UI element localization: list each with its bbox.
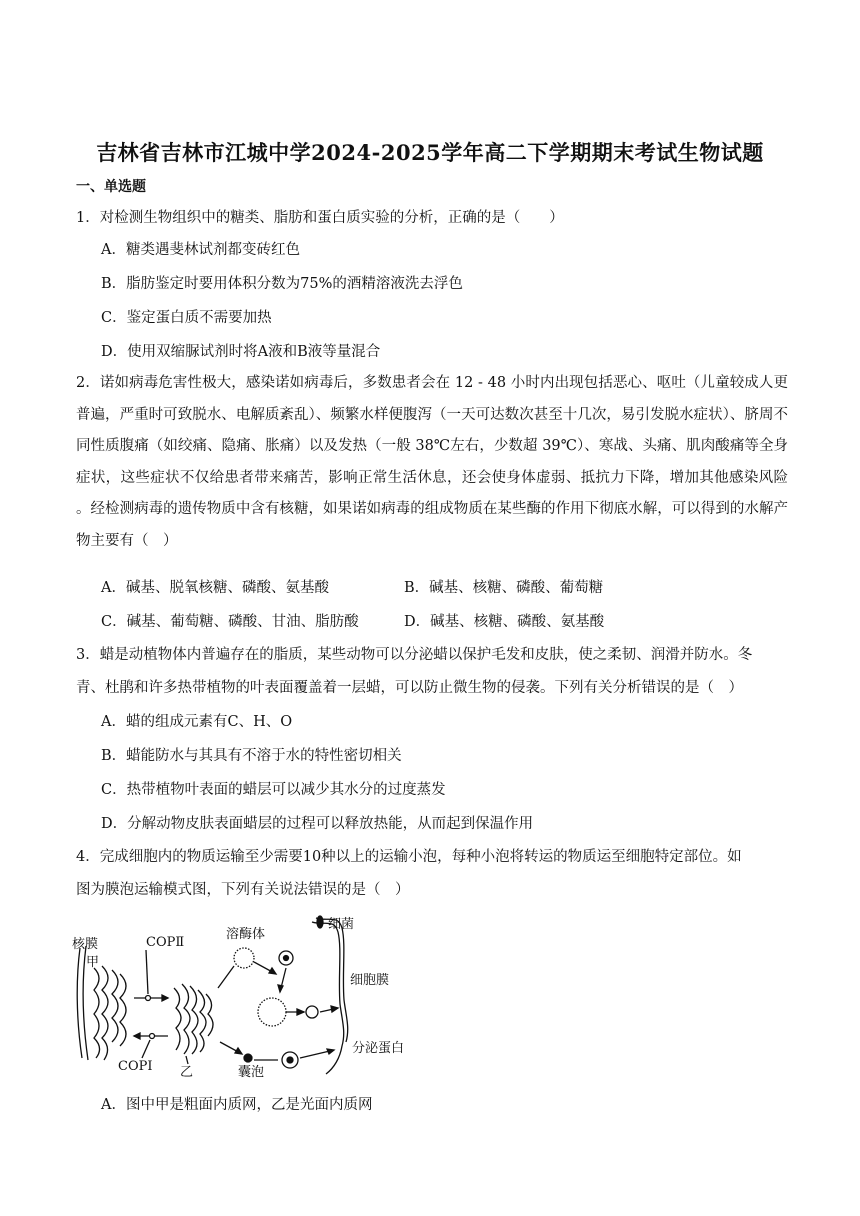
question-1-option-b: B．脂肪鉴定时要用体积分数为75%的酒精溶液洗去浮色 [101, 276, 463, 292]
nuclear-membrane-shape [77, 948, 82, 1058]
copii-label: COPⅡ [146, 935, 185, 950]
bacteria-label: 细菌 [328, 917, 355, 932]
question-2-option-a: A．碱基、脱氧核糖、磷酸、氨基酸 [101, 580, 329, 596]
question-3-option-c: C．热带植物叶表面的蜡层可以减少其水分的过度蒸发 [101, 782, 446, 798]
question-2-option-d: D．碱基、核糖、磷酸、氨基酸 [404, 614, 605, 630]
lysosome-shape [234, 948, 254, 968]
question-2-option-b: B．碱基、核糖、磷酸、葡萄糖 [404, 580, 604, 596]
question-4-option-a: A．图中甲是粗面内质网，乙是光面内质网 [101, 1097, 373, 1113]
question-1-stem: 1．对检测生物组织中的糖类、脂肪和蛋白质实验的分析，正确的是（ ） [76, 210, 564, 226]
question-3-option-d: D．分解动物皮肤表面蜡层的过程可以释放热能，从而起到保温作用 [101, 816, 534, 832]
cell-membrane-label: 细胞膜 [350, 973, 390, 988]
section-heading: 一、单选题 [76, 179, 146, 195]
question-2-option-c: C．碱基、葡萄糖、磷酸、甘油、脂肪酸 [101, 614, 359, 630]
nuclear-membrane-label: 核膜 [72, 937, 99, 952]
vesicle-label: 囊泡 [238, 1065, 265, 1078]
question-3-option-b: B．蜡能防水与其具有不溶于水的特性密切相关 [101, 748, 402, 764]
yi-label: 乙 [180, 1065, 194, 1078]
question-3-stem-line-1: 3．蜡是动植物体内普遍存在的脂质，某些动物可以分泌蜡以保护毛发和皮肤，使之柔韧、润滑并防水。冬 [76, 647, 753, 663]
copi-label: COPⅠ [118, 1059, 153, 1074]
jia-label: 甲 [86, 955, 100, 970]
question-2-stem: 2．诺如病毒危害性极大，感染诺如病毒后，多数患者会在 12 - 48 小时内出现包括恶心、呕吐（儿童较成人更普遍，严重时可致脱水、电解质紊乱）、频繁水样便腹泻（一天可达数次甚至十几次，易引发脱水症状）、脐周不同性质腹痛（如绞痛、隐痛、胀痛）以及发热（一般 38℃左右，少数超 39℃）、寒战、头痛、肌肉酸痛等全身症状，这些症状不仅给患者带来痛苦，影响正常生活休息，还会使身体虚弱、抵抗力下降，增加其他感染风险 。经检测病毒的遗传物质中含有核糖，如果诺如病毒的组成物质在某些酶的作用下彻底水解，可以得到的水解产物主要有（ ） [76, 375, 788, 549]
lysosome-label: 溶酶体 [226, 927, 266, 942]
golgi-apparatus-shape [174, 988, 181, 1050]
question-4-stem-line-2: 图为膜泡运输模式图，下列有关说法错误的是（ ） [76, 882, 410, 898]
question-1-option-c: C．鉴定蛋白质不需要加热 [101, 310, 272, 326]
page-title: 吉林省吉林市江城中学2024-2025学年高二下学期期末考试生物试题 [96, 140, 764, 165]
vesicle-transport-diagram [72, 908, 432, 1082]
question-4-stem-line-1: 4．完成细胞内的物质运输至少需要10种以上的运输小泡，每种小泡将转运的物质运至细胞特定部位。如 [76, 849, 742, 865]
question-3-stem-line-2: 青、杜鹃和许多热带植物的叶表面覆盖着一层蜡，可以防止微生物的侵袭。下列有关分析错误的是（ ） [76, 680, 743, 696]
question-1-option-d: D．使用双缩脲试剂时将A液和B液等量混合 [101, 344, 381, 360]
question-1-option-a: A．糖类遇斐林试剂都变砖红色 [101, 242, 300, 258]
secreted-protein-label: 分泌蛋白 [352, 1041, 405, 1056]
question-3-option-a: A．蜡的组成元素有C、H、O [101, 714, 293, 730]
endoplasmic-reticulum-shape [94, 968, 100, 1058]
